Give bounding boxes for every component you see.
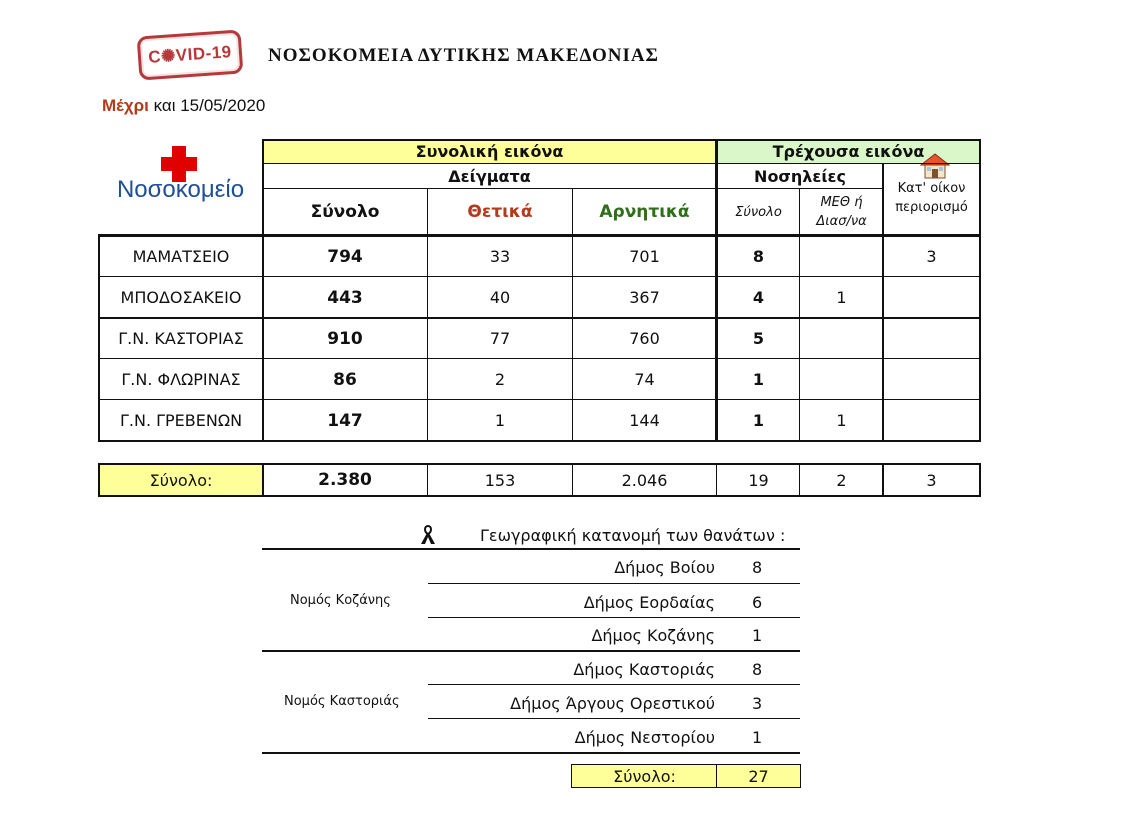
row-hospital-name: Γ.Ν. ΓΡΕΒΕΝΩΝ [119, 411, 243, 430]
row-hosp-total: 1 [752, 370, 765, 389]
region-kastoria: Νομός Καστοριάς [284, 694, 400, 709]
col-header-positive: Θετικά [467, 202, 533, 222]
municipality-value: 1 [752, 728, 763, 747]
icu-label-line2: Διασ/να [816, 214, 867, 229]
totals-icu: 2 [836, 470, 847, 490]
municipality-value: 3 [752, 694, 763, 713]
row-hosp-total: 8 [752, 247, 765, 266]
totals-home: 3 [926, 470, 937, 490]
row-negative: 701 [629, 247, 660, 266]
date-text: και 15/05/2020 [148, 96, 266, 115]
row-icu [800, 359, 883, 400]
row-total: 910 [327, 328, 363, 349]
mourning-ribbon-icon [419, 525, 437, 545]
row-icu: 1 [836, 411, 847, 430]
col-header-total: Σύνολο [310, 202, 380, 222]
row-hospital-name: Γ.Ν. ΦΛΩΡΙΝΑΣ [121, 370, 241, 389]
row-negative: 74 [634, 370, 655, 389]
row-hospital-name: ΜΠΟΔΟΣΑΚΕΙΟ [120, 288, 242, 307]
row-positive: 2 [494, 370, 506, 389]
col-header-icu [800, 189, 883, 235]
house-icon [920, 152, 950, 180]
row-total: 147 [327, 410, 363, 431]
date-line [102, 96, 265, 116]
home-label-line1: Κατ' οίκον [897, 181, 966, 196]
totals-hosp: 19 [748, 470, 769, 490]
row-icu [800, 318, 883, 359]
row-total: 794 [327, 246, 363, 267]
subheader-samples: Δείγματα [448, 167, 531, 186]
row-hosp-total: 1 [752, 411, 765, 430]
covid-stamp: C✺VID-19 [137, 29, 244, 80]
row-home [883, 277, 980, 318]
row-negative: 760 [629, 329, 660, 348]
row-hosp-total: 5 [752, 329, 765, 348]
subheader-hospitalizations: Νοσηλείες [754, 167, 846, 186]
row-hospital-name: ΜΑΜΑΤΣΕΙΟ [132, 247, 230, 266]
row-positive: 77 [489, 329, 511, 348]
row-total: 86 [333, 369, 357, 390]
date-keyword: Μέχρι [102, 96, 149, 115]
municipality-value: 8 [752, 558, 763, 577]
home-label-line2: περιορισμό [895, 200, 968, 215]
totals-total: 2.380 [318, 470, 372, 490]
group-header-current: Τρέχουσα εικόνα [717, 140, 980, 163]
row-home: 3 [926, 247, 937, 266]
municipality-label: Δήμος Καστοριάς [573, 660, 715, 679]
totals-positive: 153 [484, 470, 516, 490]
municipality-label: Δήμος Κοζάνης [591, 626, 715, 645]
row-icu [800, 236, 883, 277]
deaths-total-value: 27 [717, 765, 800, 787]
municipality-label: Δήμος Νεστορίου [574, 728, 715, 747]
municipality-label: Δήμος Εορδαίας [583, 593, 715, 612]
municipality-value: 6 [752, 593, 763, 612]
region-kozani: Νομός Κοζάνης [290, 593, 391, 608]
row-hosp-total: 4 [752, 288, 765, 307]
row-positive: 33 [489, 247, 511, 266]
row-negative: 144 [629, 411, 660, 430]
totals-negative: 2.046 [621, 470, 668, 490]
logo-text: Νοσοκομείο [116, 176, 245, 203]
municipality-value: 8 [752, 660, 763, 679]
row-home [883, 318, 980, 359]
icu-label-line1: ΜΕΘ ή [820, 195, 863, 210]
row-home [883, 359, 980, 400]
municipality-label: Δήμος Άργους Ορεστικού [510, 694, 715, 713]
row-negative: 367 [629, 288, 660, 307]
row-total: 443 [327, 287, 363, 308]
page-title: ΝΟΣΟΚΟΜΕΙΑ ΔΥΤΙΚΗΣ ΜΑΚΕΔΟΝΙΑΣ [268, 45, 659, 66]
row-positive: 40 [489, 288, 511, 307]
row-hospital-name: Γ.Ν. ΚΑΣΤΟΡΙΑΣ [118, 329, 244, 348]
col-header-hosp-total: Σύνολο [735, 204, 782, 220]
col-header-negative: Αρνητικά [599, 202, 690, 222]
red-cross-icon-bar [161, 157, 197, 171]
row-icu: 1 [836, 288, 847, 307]
totals-label: Σύνολο: [99, 464, 263, 496]
row-home [883, 400, 980, 441]
group-header-overall: Συνολική εικόνα [263, 140, 716, 163]
municipality-label: Δήμος Βοίου [614, 558, 715, 577]
row-positive: 1 [494, 411, 506, 430]
deaths-title: Γεωγραφική κατανομή των θανάτων : [480, 526, 786, 545]
deaths-total-label: Σύνολο: [572, 765, 717, 787]
municipality-value: 1 [752, 626, 763, 645]
